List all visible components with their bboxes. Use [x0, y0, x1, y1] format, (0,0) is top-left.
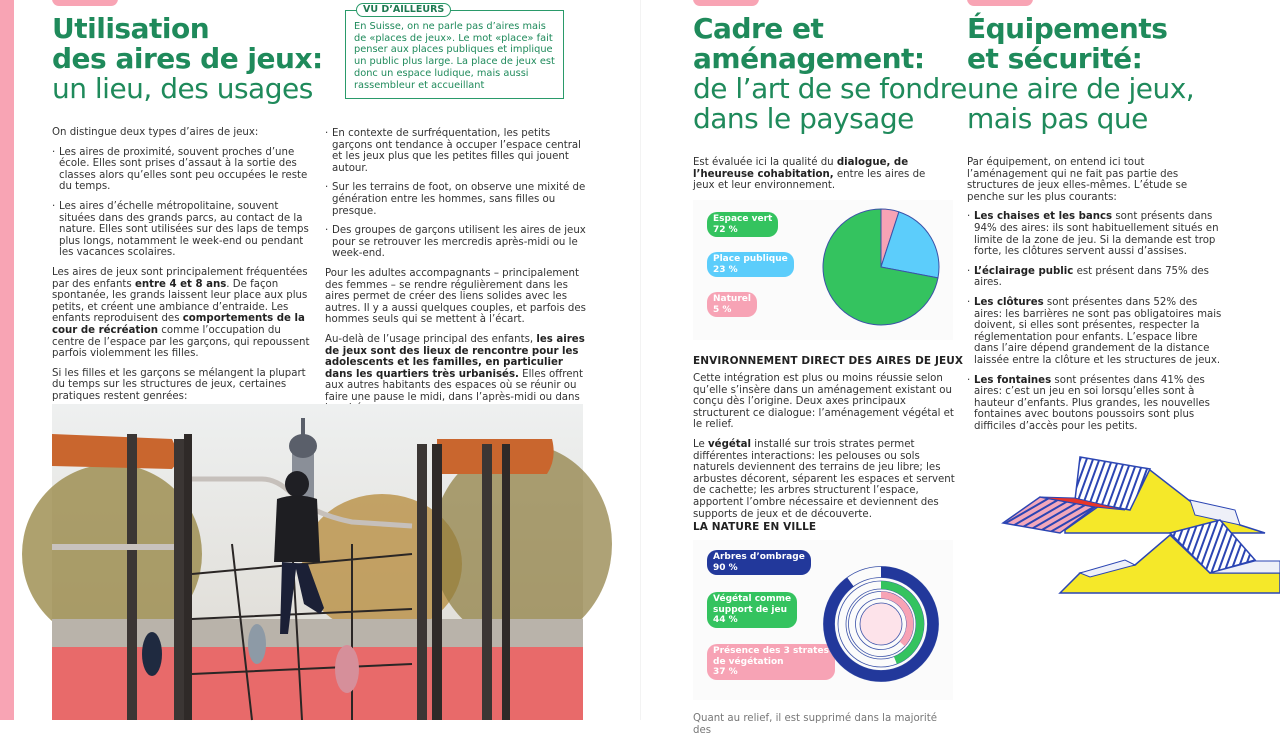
right-column [967, 157, 1225, 440]
bullet-item: · Les fontaines sont présentes dans 41% des aires: c’est un jeu en soi lorsqu’elles sont à hauteur d’enfants. Plus grandes, les nouvelles fontaines avec boutons poussoirs sont plus difficiles d’accès pour les petits. [967, 375, 1225, 433]
cut-off-text: Quant au relief, il est supprimé dans la majorité des [693, 713, 937, 736]
legend-label: Végétal comme [713, 594, 792, 604]
paragraph: Pour les adultes accompagnants – principalement des femmes – se rendre régulièrement dans les aires permet de créer des liens solides avec les autres. Il y a aussi quelques couples, et parfois des hommes seuls qui se mettent à l’écart. [325, 267, 586, 326]
title-line: aménagement: [693, 42, 925, 75]
pie-chart [693, 200, 953, 340]
paragraph: Les aires de jeux sont principalement fréquentées par des enfants entre 4 et 8 ans. De façon spontanée, les grands laissent leur place aux plus petits, et créent une ambiance d’entraide. Les enfants reproduisent des comportements de la cour de récréation comme l’occupation du centre de l’espace par les garçons, qui repoussent parfois violemment les filles. [52, 266, 310, 360]
legend-label: de végétation [713, 656, 784, 667]
legend-label: Présence des 3 strates [713, 646, 829, 656]
legend-value: 44 % [713, 615, 738, 625]
playground-photo [52, 404, 583, 720]
spread-gutter [640, 0, 641, 720]
intro-text: On distingue deux types d’aires de jeux: [52, 127, 259, 138]
relief-illustration [995, 445, 1280, 600]
paragraph: Au-delà de l’usage principal des enfants, les aires de jeux sont des lieux de rencontre pour les adolescents et les familles, en particulier dans les quartiers très urbanisés. Elles offrent aux autres habitants des espaces où se réunir ou faire une pause le midi, dans l’après-midi ou dans [325, 333, 585, 403]
title-line: des aires de jeux: [52, 42, 323, 75]
legend-label: support de jeu [713, 604, 787, 615]
section-chip [52, 0, 118, 6]
title-line: Cadre et [693, 12, 824, 45]
page-title-equipements [967, 14, 1194, 134]
bullet-item: · Les clôtures sont présentes dans 52% des aires: les barrières ne sont pas obligatoires mais doivent, si elles sont présentes, respecter la réglementation pour enfants. L’espace libre dans l’aire dépend grandement de la distance laissée entre la clôture et les structures de jeux. [967, 297, 1225, 367]
legend-value: 23 % [713, 264, 738, 275]
legend-label: Place publique [713, 254, 788, 264]
legend-value: 37 % [713, 667, 738, 677]
legend-value: 72 % [713, 224, 738, 235]
nature-chart-panel [693, 540, 953, 700]
section-chip [967, 0, 1033, 6]
subtitle-line: une aire de jeux, [967, 72, 1195, 105]
bullet-item: · Les aires d’échelle métropolitaine, souvent situées dans des grands parcs, au contact de la nature. Elles sont utilisées sur des laps de temps plus longs, notamment le week-end ou pendant les vacances scolaires. [52, 201, 314, 259]
legend-label: Arbres d’ombrage [713, 552, 805, 562]
bullet-item: · Des groupes de garçons utilisent les aires de jeux pour se retrouver les mercredis après-midi ou le week-end. [325, 225, 587, 260]
ring-core [860, 603, 902, 645]
bullet-item: · En contexte de surfréquentation, les petits garçons ont tendance à occuper l’espace central et les jeux plus que les petites filles qui jouent autour. [325, 128, 587, 174]
nature-radial-chart [693, 540, 953, 700]
left-column-2 [325, 128, 587, 423]
bullet-item: · Les chaises et les bancs sont présents dans 94% des aires: ils sont habituellement situés en limite de la zone de jeu. Si la demande est trop forte, les clôtures servent aussi d’assises. [967, 211, 1225, 257]
section-chip [693, 0, 759, 6]
mid-intro [693, 157, 948, 200]
legend-label: Naturel [713, 294, 751, 304]
title-line: et sécurité: [967, 42, 1143, 75]
pie-chart-panel [693, 200, 953, 340]
paragraph: Est évaluée ici la qualité du dialogue, de l’heureuse cohabitation, entre les aires de jeux et leur environnement. [693, 157, 926, 192]
title-line: Équipements [967, 12, 1168, 45]
mid-body [693, 373, 955, 528]
paragraph: Si les filles et les garçons se mélangent la plupart du temps sur les structures de jeux, certaines pratiques restent genrées: [52, 367, 306, 402]
bullet-item: · L’éclairage public est présent dans 75% des aires. [967, 266, 1225, 289]
bullet-item: · Les aires de proximité, souvent proches d’une école. Elles sont prises d’assaut à la sortie des classes alors qu’elles sont peu occupées le reste du temps. [52, 147, 314, 193]
subtitle-line: dans le paysage [693, 102, 914, 135]
page-title-cadre [693, 14, 967, 134]
playground-illustration [52, 404, 583, 720]
legend-value: 90 % [713, 562, 738, 573]
bullet-item: · Sur les terrains de foot, on observe une mixité de génération entre les hommes, sans filles ou presque. [325, 182, 587, 217]
page-title-usages [52, 14, 323, 104]
vu-ailleurs-tag: VU D’AILLEURS [356, 3, 451, 17]
page-edge-band [0, 0, 14, 720]
subtitle-line: un lieu, des usages [52, 72, 313, 105]
subtitle-line: mais pas que [967, 102, 1148, 135]
section-heading: ENVIRONNEMENT DIRECT DES AIRES DE JEUX [693, 355, 964, 367]
vu-ailleurs-text: En Suisse, on ne parle pas d’aires mais de «places de jeux». Le mot «place» fait penser aux places publiques et implique un public plus large. La place de jeux est donc un espace ludique, mais aussi rassembleur et accueillant [354, 21, 555, 91]
vu-ailleurs-box [345, 4, 564, 99]
left-column-1 [52, 127, 314, 410]
legend-value: 5 % [713, 304, 732, 315]
paragraph: Cette intégration est plus ou moins réussie selon qu’elle s’insère dans un aménagement existant ou conçu dès l’origine. Deux axes principaux structurent ce dialogue: l’aménagement végétal et le relief. [693, 373, 954, 431]
paragraph: Le végétal installé sur trois strates permet différentes interactions: les pelouses ou sols naturels deviennent des terrains de jeu libre; les arbustes décorent, séparent les espaces et servent de cachette; les arbres structurent l’espace, apportent l’ombre nécessaire et deviennent des supports de jeux et de découverte. [693, 438, 955, 520]
subtitle-line: de l’art de se fondre [693, 72, 967, 105]
section-heading: LA NATURE EN VILLE [693, 521, 817, 533]
legend-label: Espace vert [713, 214, 773, 224]
intro-text: Par équipement, on entend ici tout l’aménagement qui ne fait pas partie des structures de jeux elles-mêmes. L’étude se penche sur les plus courants: [967, 157, 1188, 203]
title-line: Utilisation [52, 12, 210, 45]
